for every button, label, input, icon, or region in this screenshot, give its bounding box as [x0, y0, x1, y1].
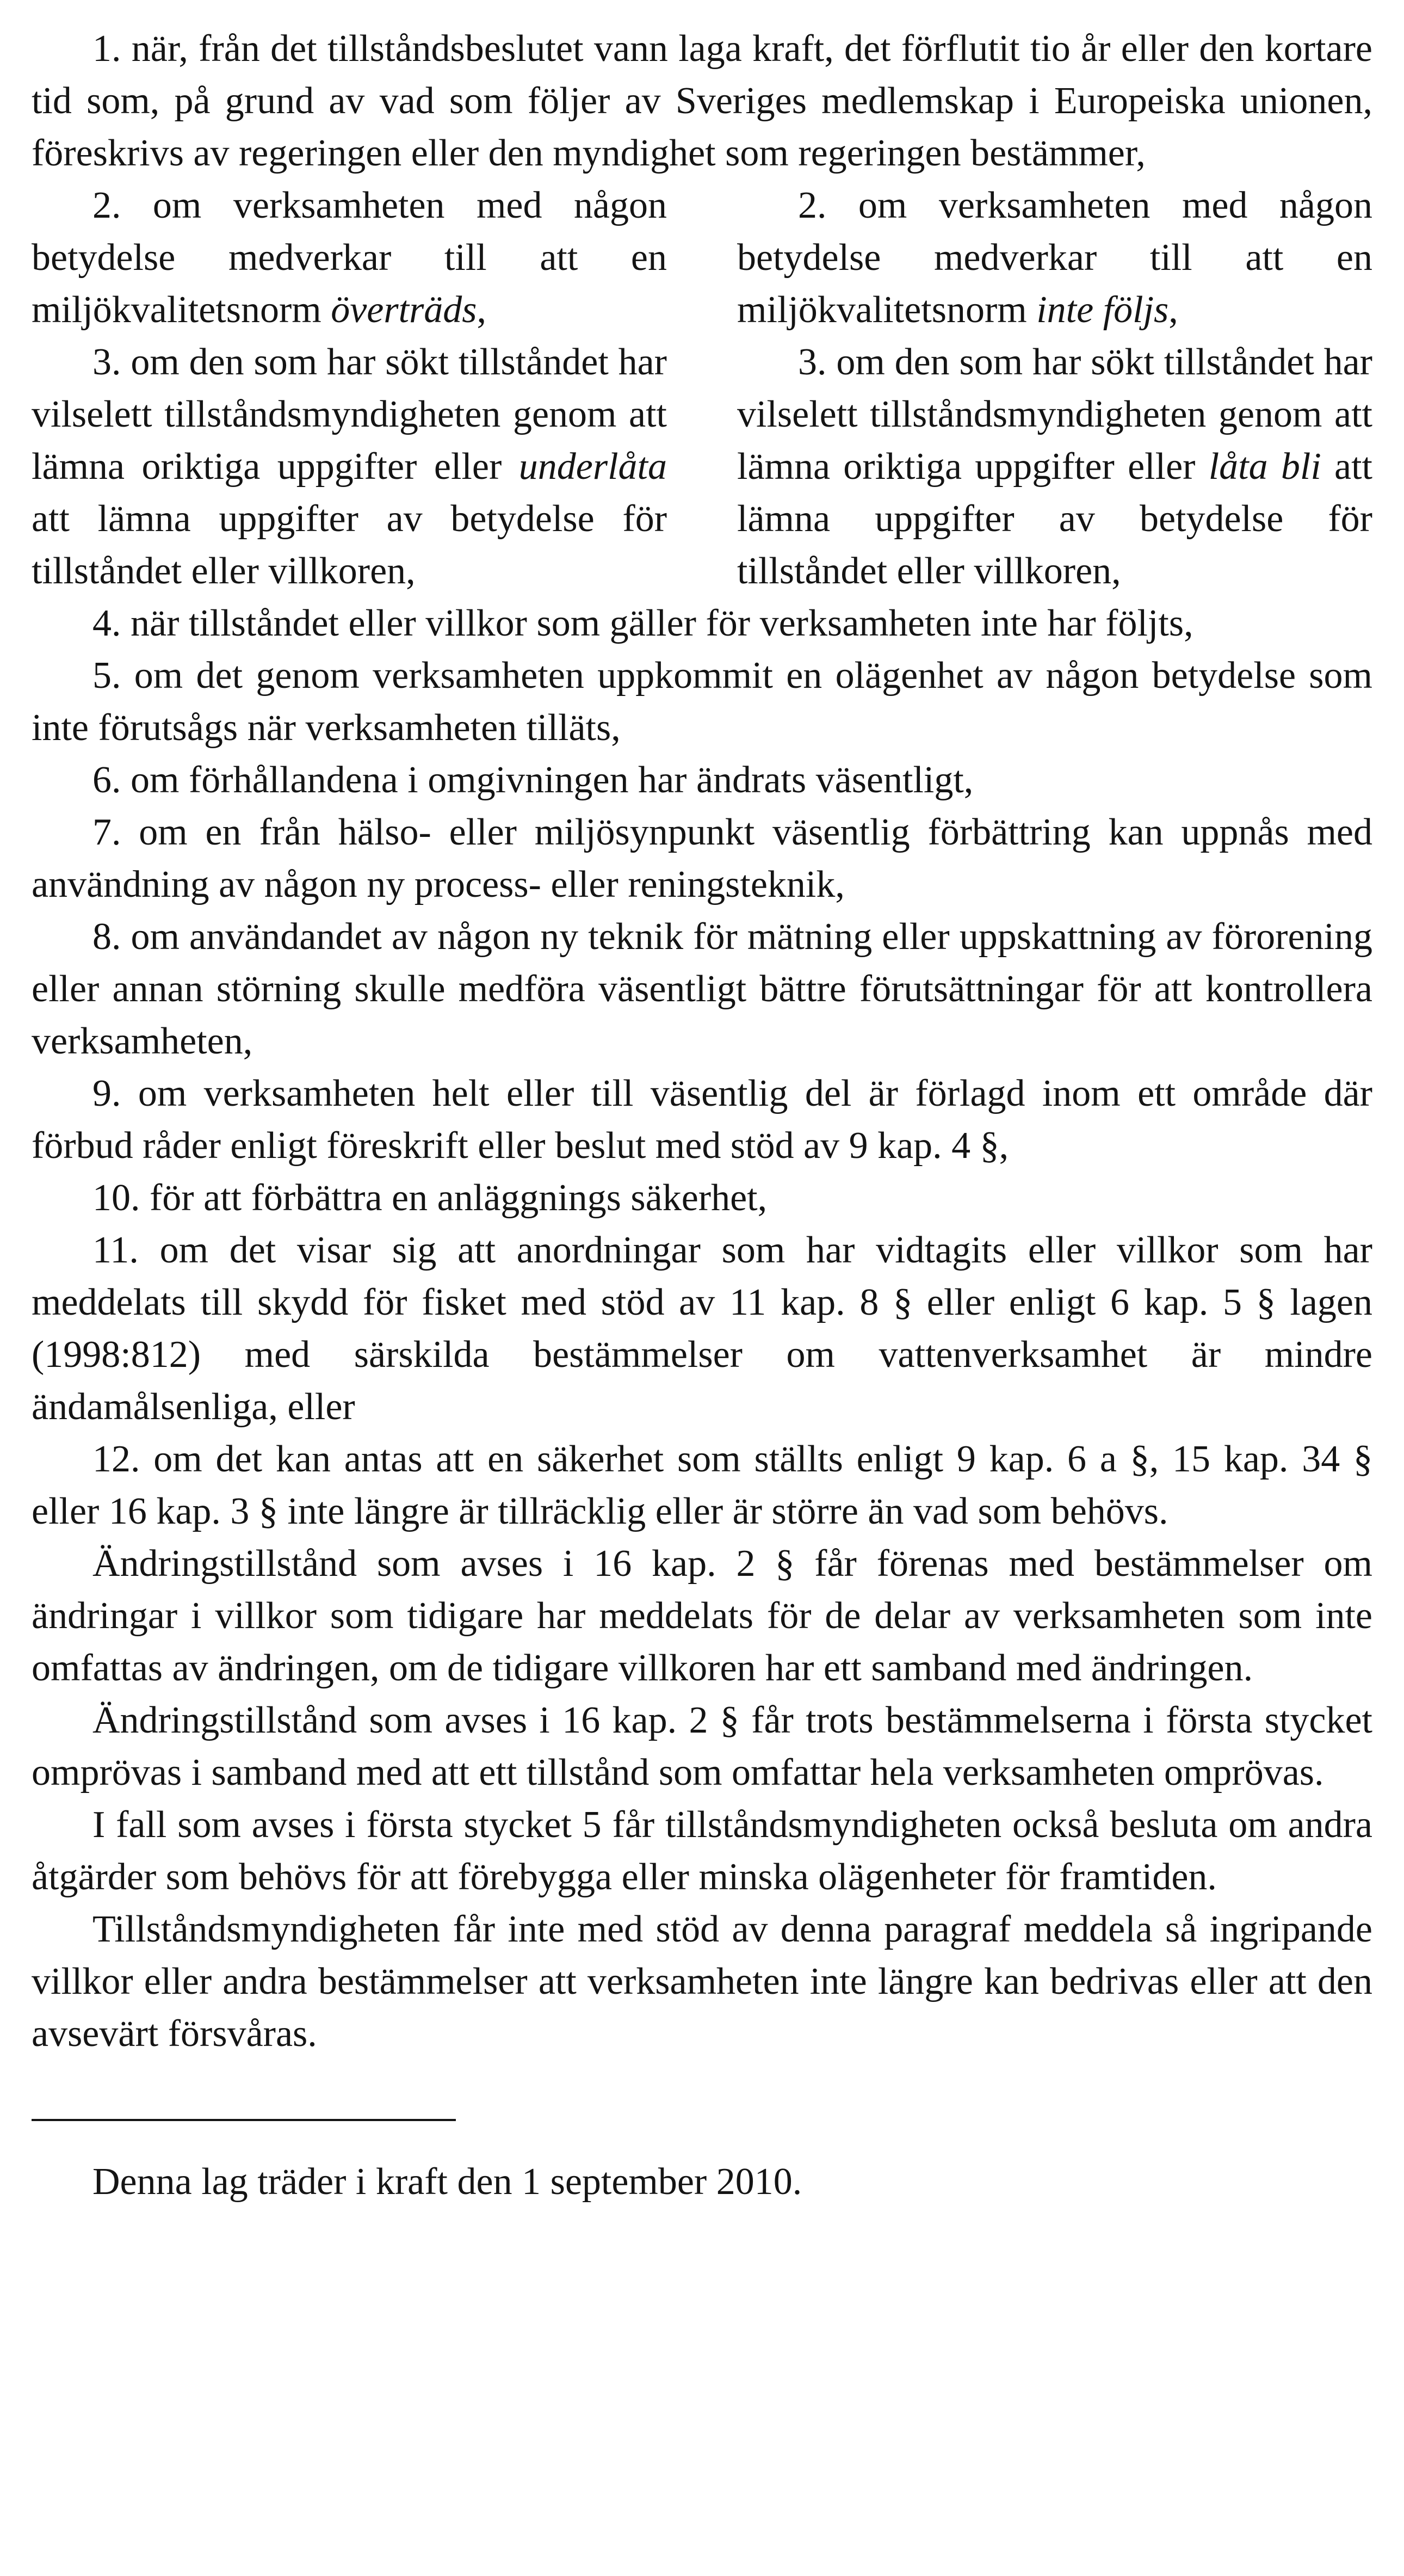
left-item3-text: 3. om den som har sökt tillståndet har vilselett tillståndsmyndigheten genom att lämna oriktiga uppgifter eller — [32, 341, 667, 488]
list-item-5: 5. om det genom verksamheten uppkommit en olägenhet av någon betydelse som inte förutsågs när verksamheten tilläts, — [32, 655, 1372, 749]
right-column — [737, 180, 1372, 597]
list-item-12: 12. om det kan antas att en säkerhet som ställts enligt 9 kap. 6 a §, 15 kap. 34 § eller 16 kap. 3 § inte längre är tillräcklig eller är större än vad som behövs. — [32, 1438, 1372, 1532]
list-item-1: 1. när, från det tillståndsbeslutet vann laga kraft, det förflutit tio år eller den kortare tid som, på grund av vad som följer av Sveriges medlemskap i Europeiska unionen, föreskrivs av regeringen eller den myndighet som regeringen bestämmer, — [32, 28, 1372, 174]
right-item2-end: , — [1168, 289, 1178, 331]
list-item-11: 11. om det visar sig att anordningar som har vidtagits eller villkor som har meddelats till skydd för fisket med stöd av 11 kap. 8 § eller enligt 6 kap. 5 § lagen (1998:812) med särskilda bestämmelser om vattenverksamhet är mindre ändamålsenliga, eller — [32, 1229, 1372, 1428]
paragraph-other-measures: I fall som avses i första stycket 5 får tillståndsmyndigheten också besluta om andra åtgärder som behövs för att förebygga eller minska olägenheter för framtiden. — [32, 1804, 1372, 1898]
list-item-8: 8. om användandet av någon ny teknik för mätning eller uppskattning av förorening eller annan störning skulle medföra väsentligt bättre förutsättningar för att kontrollera verksamheten, — [32, 916, 1372, 1062]
left-item3-end: att lämna uppgifter av betydelse för tillståndet eller villkoren, — [32, 498, 667, 592]
left-column — [32, 180, 667, 597]
right-item3-emphasis: låta bli — [1208, 446, 1321, 488]
right-item2-emphasis: inte följs — [1036, 289, 1169, 331]
footnote-text: Denna lag träder i kraft den 1 september 2010. — [92, 2161, 802, 2203]
right-list-item-3 — [737, 336, 1372, 597]
right-item3-end: att lämna uppgifter av betydelse för tillståndet eller villkoren, — [737, 446, 1373, 592]
right-list-item-2 — [737, 180, 1372, 336]
right-item3-text: 3. om den som har sökt tillståndet har vilselett tillståndsmyndigheten genom att lämna oriktiga uppgifter eller — [737, 341, 1372, 488]
left-list-item-2 — [32, 180, 667, 336]
footnote-divider — [32, 2119, 456, 2121]
left-item3-emphasis: underlåta — [518, 446, 667, 488]
left-list-item-3 — [32, 336, 667, 597]
paragraph-limitation: Tillståndsmyndigheten får inte med stöd av denna paragraf meddela så ingripande villkor eller andra bestämmelser att verksamheten inte längre kan bedrivas eller att den avsevärt försvåras. — [32, 1908, 1372, 2055]
paragraph-amendment-conditions: Ändringstillstånd som avses i 16 kap. 2 § får förenas med bestämmelser om ändringar i villkor som tidigare har meddelats för de delar av verksamheten som inte omfattas av ändringen, om de tidigare villkoren har ett samband med ändringen. — [32, 1543, 1372, 1689]
list-item-4: 4. när tillståndet eller villkor som gäller för verksamheten inte har följts, — [92, 602, 1193, 644]
right-item2-text: 2. om verksamheten med någon betydelse medverkar till att en miljökvalitetsnorm — [737, 184, 1372, 331]
list-item-9: 9. om verksamheten helt eller till väsentlig del är förlagd inom ett område där förbud råder enligt föreskrift eller beslut med stöd av 9 kap. 4 §, — [32, 1073, 1372, 1167]
comparison-columns — [32, 180, 1372, 597]
list-item-6: 6. om förhållandena i omgivningen har ändrats väsentligt, — [92, 759, 974, 801]
left-item2-text: 2. om verksamheten med någon betydelse medverkar till att en miljökvalitetsnorm — [32, 184, 667, 331]
list-item-7: 7. om en från hälso- eller miljösynpunkt väsentlig förbättring kan uppnås med användning av någon ny process- eller reningsteknik, — [32, 811, 1372, 905]
left-item2-end: , — [477, 289, 487, 331]
paragraph-amendment-review: Ändringstillstånd som avses i 16 kap. 2 § får trots bestämmelserna i första stycket omprövas i samband med att ett tillstånd som omfattar hela verksamheten omprövas. — [32, 1699, 1372, 1794]
list-item-10: 10. för att förbättra en anläggnings säkerhet, — [92, 1177, 768, 1219]
left-item2-emphasis: överträds — [331, 289, 477, 331]
